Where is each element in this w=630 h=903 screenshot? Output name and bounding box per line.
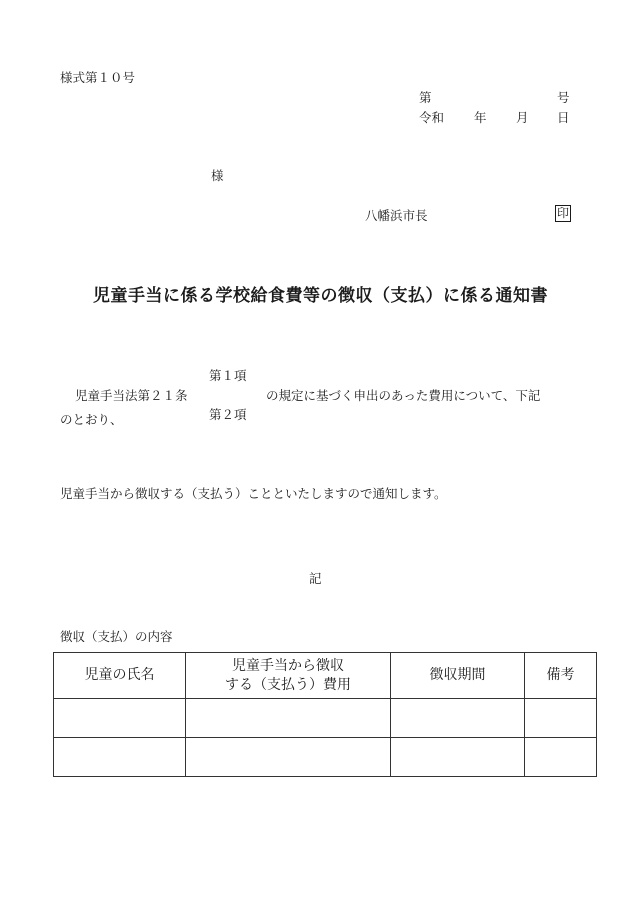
body-line-2: のとおり、: [60, 412, 123, 427]
doc-number-dai: 第: [419, 90, 432, 105]
table-row: [54, 699, 597, 738]
law-reference: 児童手当法第２１条: [75, 388, 188, 403]
header-fee: 児童手当から徴収 する（支払う）費用: [186, 653, 391, 699]
section-label: 徴収（支払）の内容: [60, 629, 173, 644]
table-cell[interactable]: [391, 699, 525, 738]
table-cell[interactable]: [525, 699, 597, 738]
table-cell[interactable]: [525, 738, 597, 777]
table-cell[interactable]: [186, 699, 391, 738]
date-month: 月: [516, 110, 529, 125]
doc-number-go: 号: [557, 90, 570, 105]
table-cell[interactable]: [391, 738, 525, 777]
clause-2: 第２項: [209, 407, 247, 422]
ki-marker: 記: [309, 571, 322, 586]
document-title: 児童手当に係る学校給食費等の徴収（支払）に係る通知書: [93, 286, 548, 306]
header-remarks: 備考: [525, 653, 597, 699]
body-text-after-clause: の規定に基づく申出のあった費用について、下記: [266, 388, 541, 403]
content-table: [53, 652, 597, 777]
addressee-suffix: 様: [211, 168, 224, 183]
header-period: 徴収期間: [391, 653, 525, 699]
table-header-row: [54, 653, 597, 699]
table-row: [54, 738, 597, 777]
table-cell[interactable]: [186, 738, 391, 777]
table-cell[interactable]: [54, 738, 186, 777]
header-child-name: 児童の氏名: [54, 653, 186, 699]
seal-mark: 印: [557, 206, 570, 220]
date-year: 年: [474, 110, 487, 125]
table-cell[interactable]: [54, 699, 186, 738]
issuer-name: 八幡浜市長: [365, 208, 428, 223]
form-number: 様式第１０号: [60, 70, 136, 85]
clause-1: 第１項: [209, 368, 247, 383]
date-era: 令和: [419, 110, 445, 125]
date-day: 日: [557, 110, 570, 125]
body-paragraph-2: 児童手当から徴収する（支払う）ことといたしますので通知します。: [60, 486, 447, 501]
